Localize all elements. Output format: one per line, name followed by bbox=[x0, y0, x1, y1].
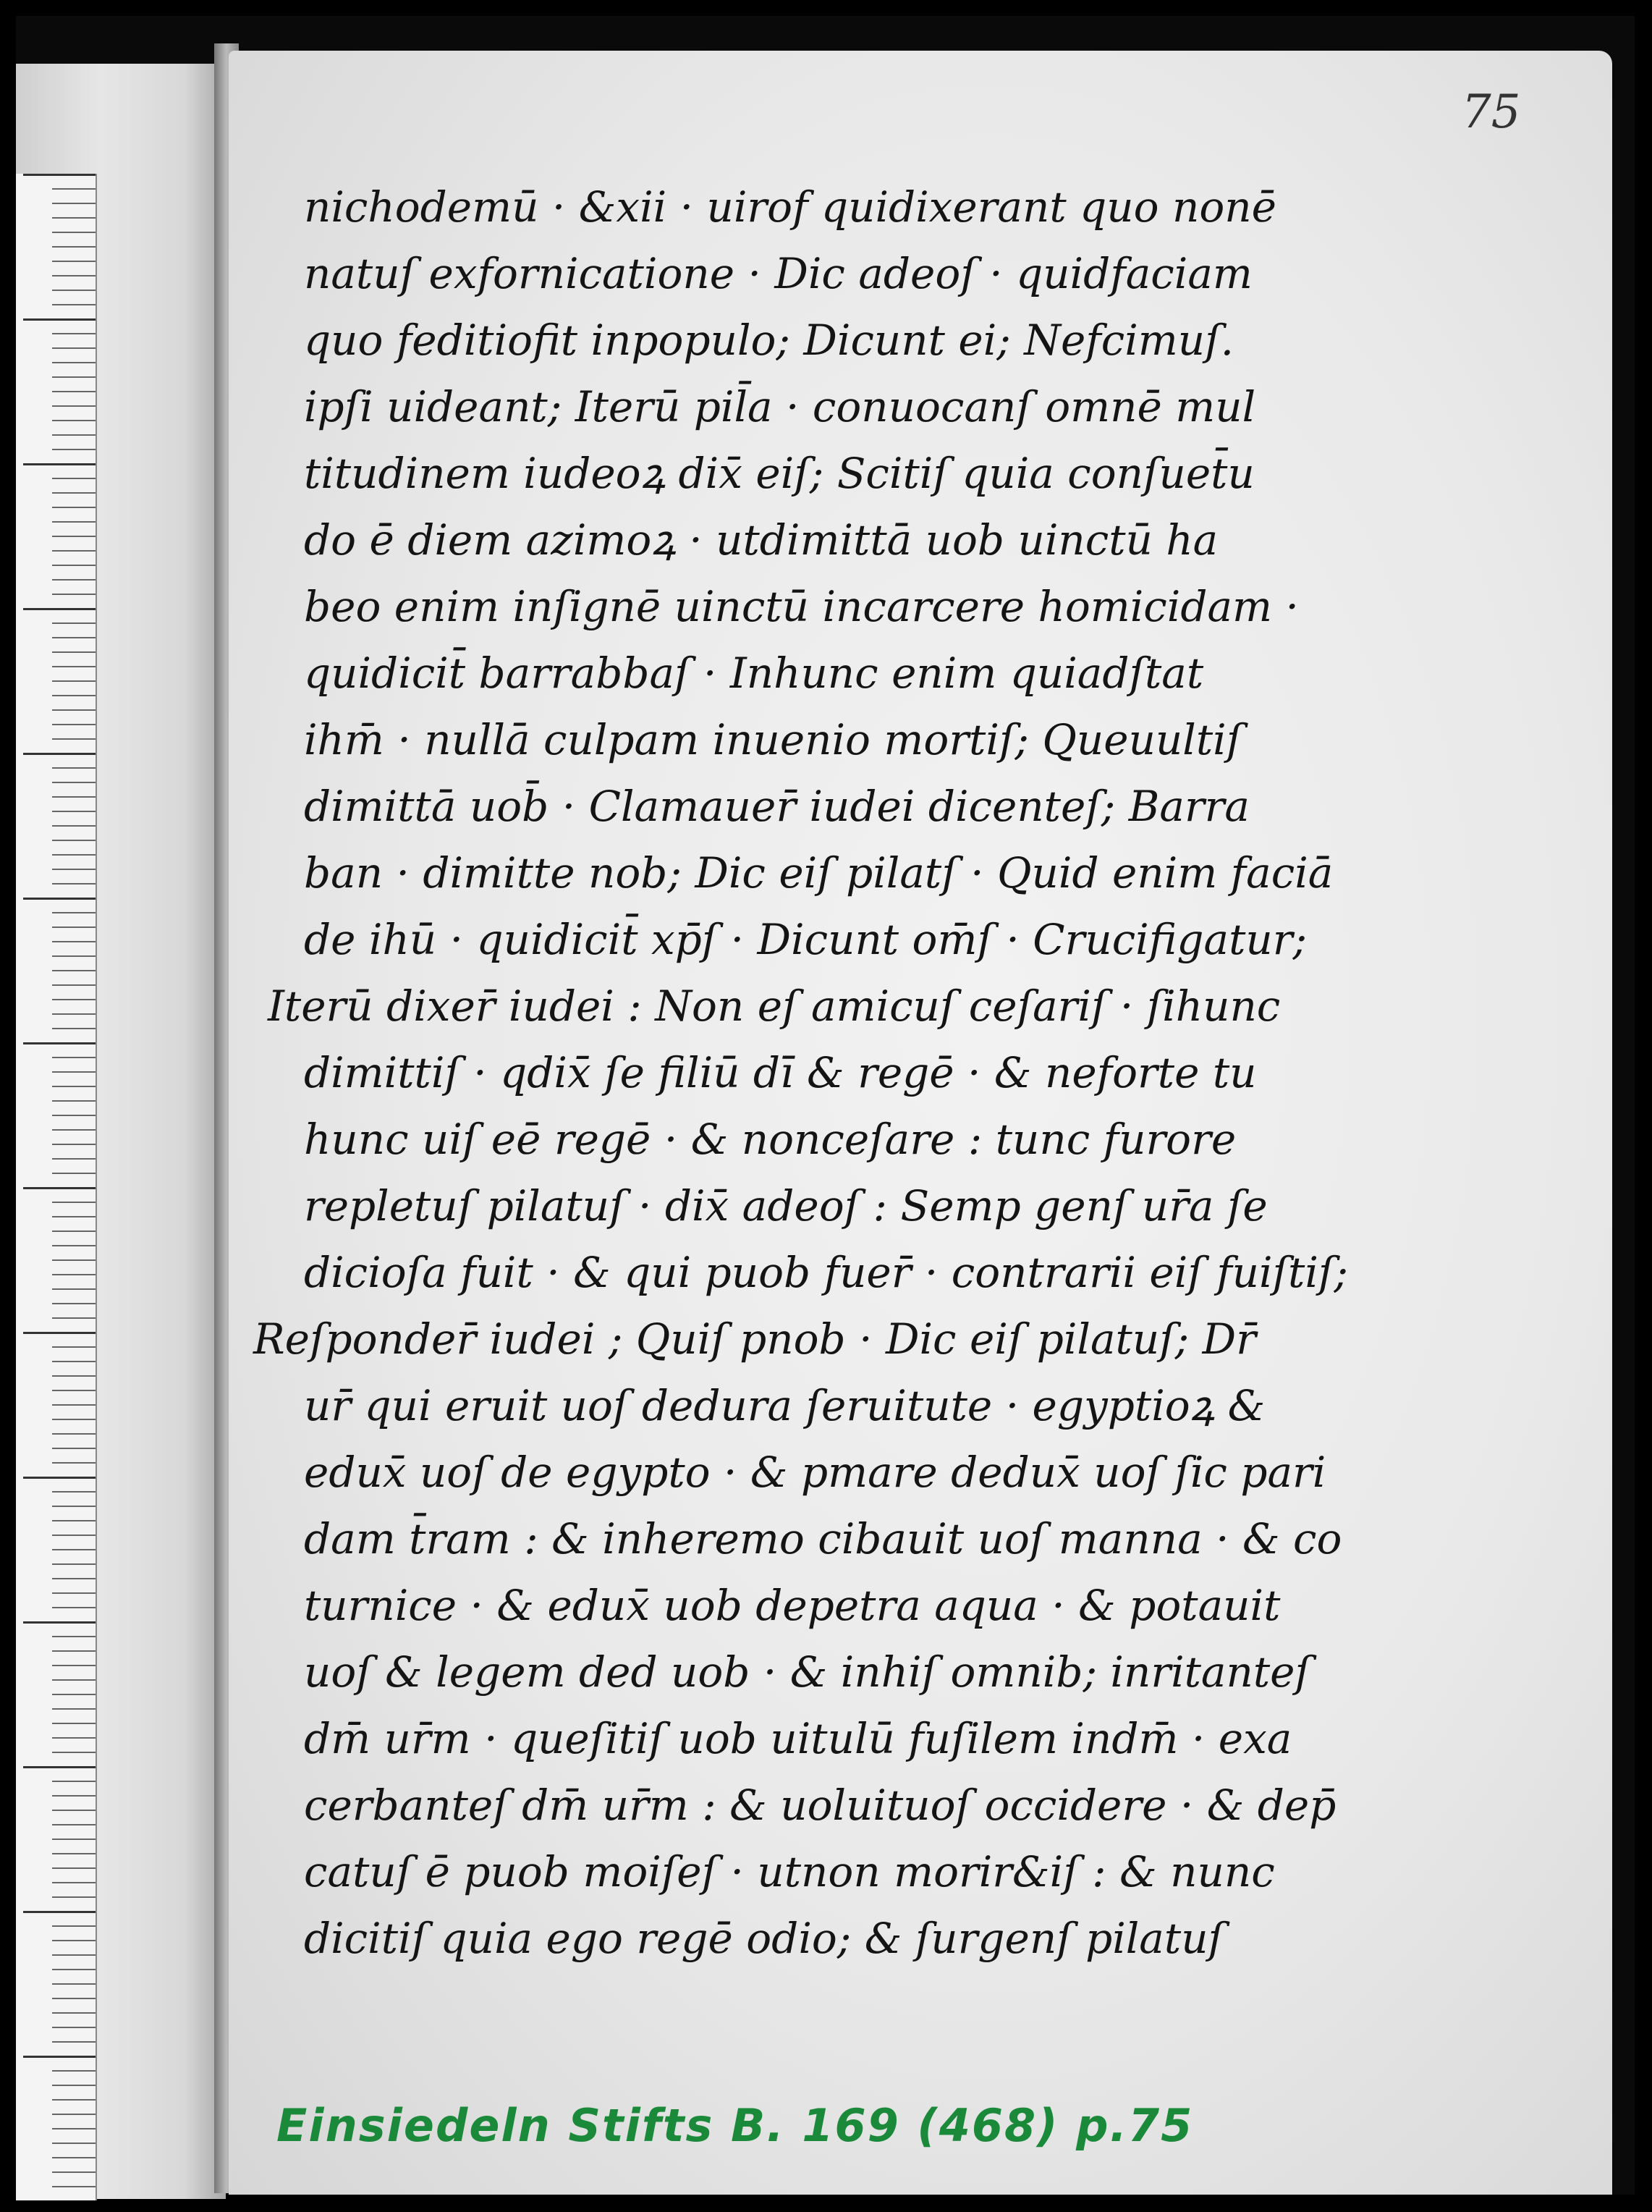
text-line: turnice · & edux̄ uob depetra aqua · & potauit bbox=[304, 1581, 1281, 1630]
text-line: Iterū dixer̄ iudei : Non eſ amicuſ ceſariſ · ſihunc bbox=[268, 982, 1281, 1031]
text-line: Reſponder̄ iudei ; Quiſ pnob · Dic eiſ pilatuſ; Dr̄ bbox=[253, 1314, 1256, 1364]
text-line: dimittā uob̄ · Clamauer̄ iudei dicenteſ; Barra bbox=[304, 782, 1250, 831]
text-line: edux̄ uoſ de egypto · & pmare dedux̄ uoſ ſic pari bbox=[304, 1448, 1326, 1497]
text-line: ban · dimitte nob; Dic eiſ pilatſ · Quid enim faciā bbox=[304, 848, 1334, 898]
text-line: repletuſ pilatuſ · dix̄ adeoſ : Semp genſ ur̄a ſe bbox=[304, 1181, 1268, 1230]
text-line: uoſ & legem ded uob · & inhiſ omnib; inritanteſ bbox=[304, 1647, 1310, 1697]
text-line: dam t̄ram : & inheremo cibauit uoſ manna · & co bbox=[304, 1514, 1342, 1563]
measurement-ruler bbox=[16, 174, 97, 2200]
text-line: do ē diem azimoꝝ · utdimittā uob uinctū ha bbox=[304, 515, 1219, 565]
text-line: cerbanteſ dm̄ ur̄m : & uoluituoſ occidere · & dep̄ bbox=[304, 1781, 1337, 1830]
text-line: beo enim inſignē uinctū incarcere homicidam · bbox=[304, 582, 1299, 631]
manuscript-text bbox=[253, 174, 1534, 1972]
text-line: dm̄ ur̄m · queſitiſ uob uitulū fuſilem indm̄ · exa bbox=[304, 1714, 1292, 1763]
text-line: nichodemū · &xii · uirof quidixerant quo nonē bbox=[304, 182, 1276, 232]
text-line: ur̄ qui eruit uoſ dedura ſeruitute · egyptioꝝ & bbox=[304, 1381, 1266, 1430]
text-line: dicitiſ quia ego regē odio; & ſurgenſ pilatuſ bbox=[304, 1914, 1224, 1963]
text-line: catuſ ē puob moiſeſ · utnon morir&iſ : & nunc bbox=[304, 1847, 1275, 1896]
text-line: dimittiſ · qdix̄ ſe filiū dī & regē · & neforte tu bbox=[304, 1048, 1257, 1097]
text-line: quo feditiofit inpopulo; Dicunt ei; Nefcimuſ. bbox=[304, 316, 1234, 365]
ruler-major-ticks bbox=[23, 174, 96, 2200]
archive-label: Einsiedeln Stifts B. 169 (468) p.75 bbox=[276, 2099, 1194, 2152]
text-line: quidicit̄ barrabbaſ · Inhunc enim quiadſtat bbox=[304, 649, 1204, 698]
text-line: ipſi uideant; Iterū pil̄a · conuocanſ omnē mul bbox=[304, 382, 1256, 431]
text-line: ihm̄ · nullā culpam inuenio mortiſ; Queuultiſ bbox=[304, 715, 1242, 764]
text-line: de ihū · quidicit̄ xp̄ſ · Dicunt om̄ſ · Crucifigatur; bbox=[304, 915, 1308, 964]
text-line: dicioſa fuit · & qui puob fuer̄ · contrarii eiſ fuiſtiſ; bbox=[304, 1248, 1348, 1297]
text-line: natuſ exfornicatione · Dic adeoſ · quidfaciam bbox=[304, 249, 1253, 298]
folio-number: 75 bbox=[1462, 85, 1521, 139]
text-line: hunc uiſ eē regē · & nonceſare : tunc furore bbox=[304, 1115, 1237, 1164]
text-line: titudinem iudeoꝝ dix̄ eiſ; Scitiſ quia conſuet̄u bbox=[304, 449, 1255, 498]
